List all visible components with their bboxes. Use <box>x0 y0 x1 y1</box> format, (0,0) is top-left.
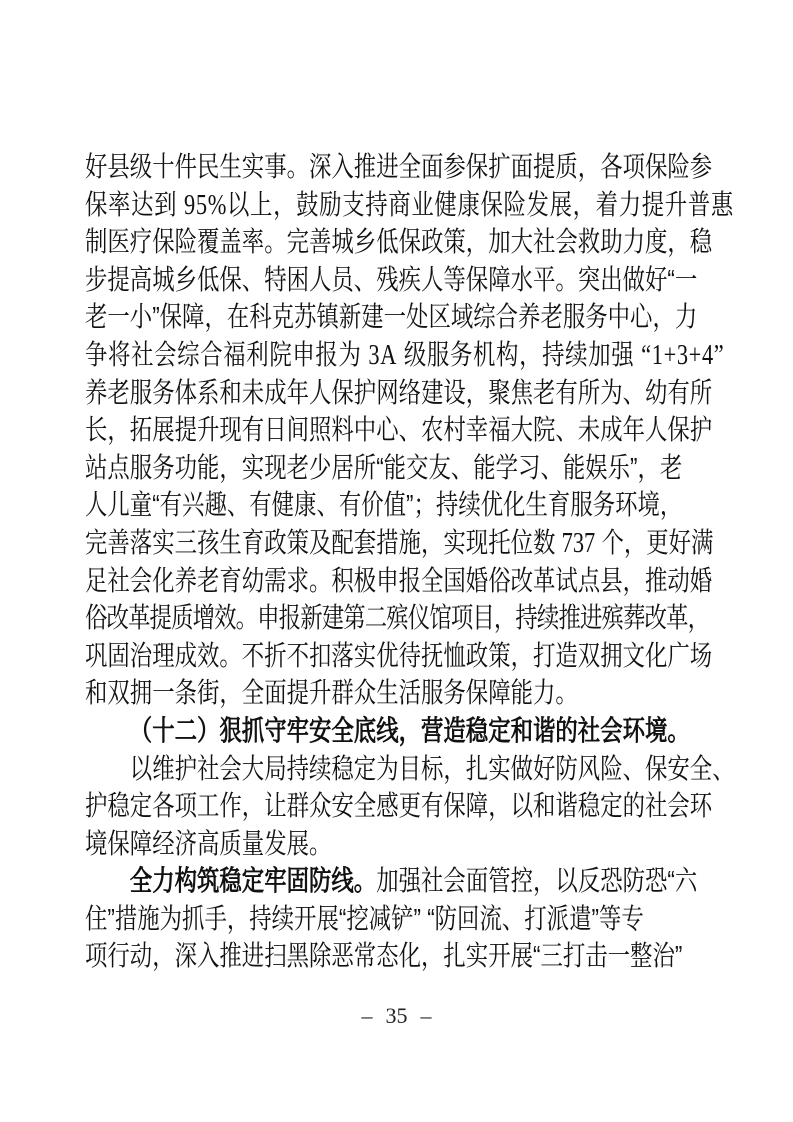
text-segment: （十二）狠抓守牢安全底线，营造稳定和谐的社会环境。 <box>129 715 690 747</box>
text-segment: 足社会化养老育幼需求。积极申报全国婚俗改革试点县，推动婚 <box>85 564 713 596</box>
text-line <box>85 599 712 637</box>
text-line <box>85 787 712 825</box>
text-segment: 加强社会面管控，以反恐防恐“六 <box>376 865 698 897</box>
text-line <box>85 261 712 299</box>
text-line <box>85 298 712 336</box>
text-segment: 人儿童“有兴趣、有健康、有价值”；持续优化生育服务环境， <box>85 489 683 521</box>
text-line <box>85 937 712 975</box>
text-segment: 项行动，深入推进扫黑除恶常态化，扎实开展“三打击一整治” <box>85 940 683 972</box>
text-segment: 步提高城乡低保、特困人员、残疾人等保障水平。突出做好“一 <box>85 263 698 295</box>
text-line <box>85 374 712 412</box>
text-line <box>85 148 712 186</box>
text-line <box>85 449 712 487</box>
text-line <box>85 524 712 562</box>
text-line <box>85 637 712 675</box>
text-line <box>85 750 735 788</box>
text-segment: 级服务机构，持续加强 <box>397 338 642 370</box>
text-segment: 好县级十件民生实事。深入推进全面参保扩面提质，各项保险参 <box>85 151 713 182</box>
page-number: 35 <box>385 1003 408 1028</box>
footer-dash-right: – <box>420 1003 432 1028</box>
text-segment: “1+3+4” <box>641 339 725 371</box>
text-line <box>85 674 712 712</box>
text-line <box>85 712 712 750</box>
text-segment: 境保障经济高质量发展。 <box>85 827 332 859</box>
text-segment: 3A <box>368 339 398 371</box>
text-segment: 养老服务体系和未成年人保护网络建设，聚焦老有所为、幼有所 <box>85 376 713 408</box>
text-segment: 争将社会综合福利院申报为 <box>85 338 369 370</box>
text-line <box>85 336 725 374</box>
text-segment: 巩固治理成效。不折不扣落实优待抚恤政策，打造双拥文化广场 <box>85 639 713 671</box>
footer-dash-left: – <box>361 1003 373 1028</box>
document-lines <box>85 148 735 975</box>
text-segment: 以维护社会大局持续稳定为目标，扎实做好防风险、保安全、 <box>129 752 735 784</box>
text-segment: 和双拥一条街，全面提升群众生活服务保障能力。 <box>85 677 578 709</box>
text-segment: 站点服务功能，实现老少居所“能交友、能学习、能娱乐”，老 <box>85 451 683 483</box>
text-segment: 长，拓展提升现有日间照料中心、农村幸福大院、未成年人保护 <box>85 414 713 446</box>
text-segment: 制医疗保险覆盖率。完善城乡低保政策，加大社会救助力度，稳 <box>85 226 713 258</box>
text-line <box>85 900 712 938</box>
page-footer <box>0 1003 793 1029</box>
text-line <box>85 186 734 224</box>
text-line <box>85 562 712 600</box>
text-segment: 完善落实三孩生育政策及配套措施，实现托位数 <box>85 526 562 558</box>
text-segment: 住”措施为抓手，持续开展“挖减铲” “防回流、打派遣”等专 <box>85 902 644 934</box>
text-line <box>85 825 712 863</box>
text-segment: 个，更好满 <box>595 526 714 558</box>
text-segment: 以上，鼓励支持商业健康保险发展，着力提升普惠 <box>227 188 734 220</box>
text-segment: 全力构筑稳定牢固防线。 <box>129 865 377 897</box>
text-line <box>85 411 712 449</box>
text-segment: 737 <box>561 527 596 559</box>
text-line <box>85 223 712 261</box>
text-segment: 老一小”保障，在科克苏镇新建一处区域综合养老服务中心，力 <box>85 301 698 333</box>
text-segment: 俗改革提质增效。申报新建第二殡仪馆项目，持续推进殡葬改革， <box>85 602 710 634</box>
text-segment: 护稳定各项工作，让群众安全感更有保障，以和谐稳定的社会环 <box>85 790 713 822</box>
text-segment: 95% <box>184 189 228 221</box>
text-line <box>85 862 712 900</box>
text-segment: 保率达到 <box>85 188 185 220</box>
text-line <box>85 486 712 524</box>
